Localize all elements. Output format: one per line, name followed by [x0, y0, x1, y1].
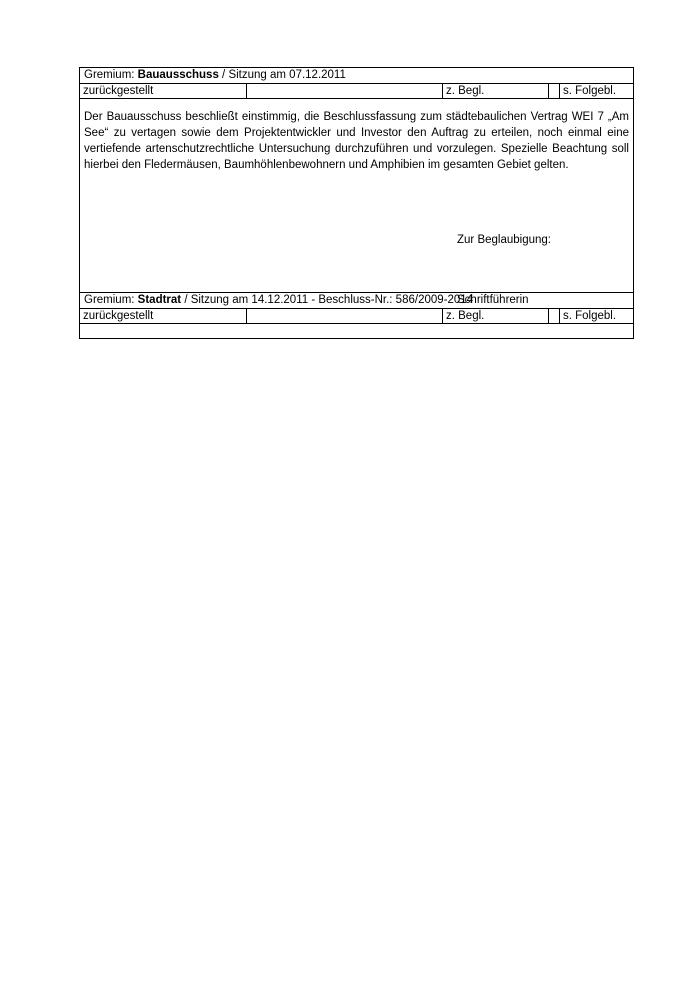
empty-cell — [247, 84, 443, 98]
schriftfuehrer-label: Schriftführerin — [457, 294, 529, 306]
status-row-stadtrat — [80, 309, 633, 324]
status-cell: zurückgestellt — [80, 309, 247, 323]
session-info: / Sitzung am 14.12.2011 - Beschluss-Nr.: 586/2009-2014 — [181, 294, 474, 306]
gremium-label: Gremium: — [84, 294, 138, 306]
status-row-bauausschuss — [80, 84, 633, 99]
status-cell: zurückgestellt — [80, 84, 247, 98]
gremium-name: Stadtrat — [137, 294, 182, 306]
gremium-name: Bauausschuss — [137, 69, 219, 81]
empty-cell — [247, 309, 443, 323]
beglaubigung-label: Zur Beglaubigung: — [457, 234, 551, 246]
gremium-label: Gremium: — [84, 69, 138, 81]
check-cell — [549, 84, 560, 98]
resolution-text: Der Bauausschuss beschließt einstimmig, die Beschlussfassung zum städtebaulichen Vertrag WEI 7 „Am See“ zu vertagen sowie dem Projektentwickler und Investor den Auftrag zu erteilen, noch einmal eine vertiefende artenschutzrechtliche Untersuchung durchzuführen und vorzulegen. Spezielle Beachtung soll hierbei den Fledermäusen, Baumhöhlenbewohnern und Amphibien im gesamten Gebiet gelten. — [84, 111, 629, 171]
check-cell — [549, 309, 560, 323]
gremium-header-bauausschuss — [80, 68, 633, 84]
empty-row — [80, 324, 633, 338]
begl-cell: z. Begl. — [443, 309, 549, 323]
begl-cell: z. Begl. — [443, 84, 549, 98]
resolution-document — [79, 67, 634, 339]
folgebl-cell: s. Folgebl. — [563, 85, 617, 97]
folgebl-cell: s. Folgebl. — [563, 310, 617, 322]
session-info: / Sitzung am 07.12.2011 — [218, 69, 346, 81]
gremium-header-stadtrat — [80, 293, 633, 309]
